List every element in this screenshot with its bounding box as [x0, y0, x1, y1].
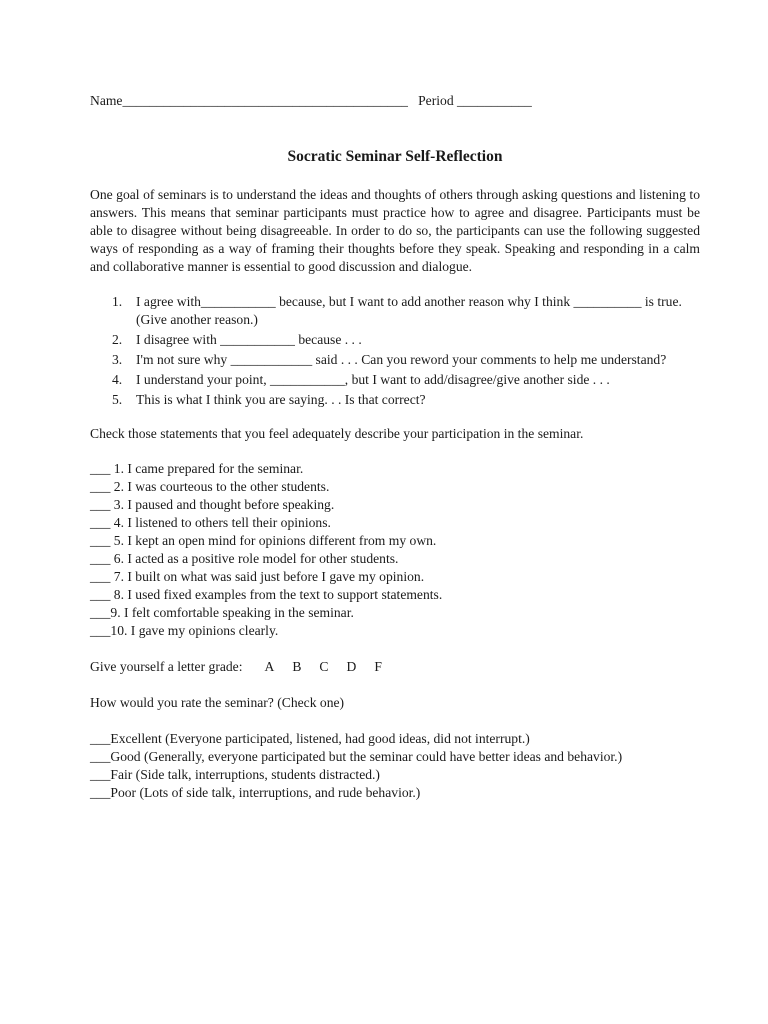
checklist-item: ___ 1. I came prepared for the seminar.: [90, 461, 304, 476]
response-number: 1.: [112, 294, 123, 309]
checklist-instructions: Check those statements that you feel adequately describe your participation in the seminar.: [90, 426, 584, 441]
grade-option-c: C: [319, 659, 329, 674]
response-number: 2.: [112, 332, 123, 347]
response-text: This is what I think you are saying. . . Is that correct?: [136, 392, 426, 407]
seminar-rating-question: How would you rate the seminar? (Check one): [90, 695, 345, 710]
checklist-item: ___ 6. I acted as a positive role model for other students.: [90, 551, 399, 566]
response-number: 3.: [112, 352, 123, 367]
rating-option-excellent: ___Excellent (Everyone participated, listened, had good ideas, did not interrupt.): [90, 731, 530, 746]
worksheet-page: [90, 92, 700, 802]
rating-option-fair: ___Fair (Side talk, interruptions, students distracted.): [90, 767, 380, 782]
page-title: Socratic Seminar Self-Reflection: [287, 148, 503, 165]
grade-option-f: F: [374, 659, 382, 674]
participation-checklist: [90, 460, 700, 640]
response-number: 4.: [112, 372, 123, 387]
rating-option-good: ___Good (Generally, everyone participated but the seminar could have better ideas and behavior.): [90, 749, 623, 764]
response-stem: [90, 293, 700, 329]
letter-grade-line: [90, 658, 700, 676]
response-stem: [90, 391, 700, 409]
response-stem: [90, 371, 700, 389]
intro-paragraph: One goal of seminars is to understand the ideas and thoughts of others through asking questions and listening to answers. This means that seminar participants must practice how to agree and disagree. Participants must be able to disagree without being disagreeable. In order to do so, the participants can use the following suggested ways of responding as a way of framing their thoughts before they speak. Speaking and responding in a calm and collaborative manner is essential to good discussion and dialogue.: [90, 187, 700, 274]
checklist-item: ___ 4. I listened to others tell their opinions.: [90, 515, 331, 530]
checklist-item: ___ 5. I kept an open mind for opinions different from my own.: [90, 533, 437, 548]
checklist-item: ___ 2. I was courteous to the other students.: [90, 479, 330, 494]
response-stem: [90, 331, 700, 349]
checklist-item: ___9. I felt comfortable speaking in the seminar.: [90, 605, 354, 620]
checklist-item: ___ 3. I paused and thought before speaking.: [90, 497, 335, 512]
checklist-item: ___ 8. I used fixed examples from the text to support statements.: [90, 587, 443, 602]
rating-option-poor: ___Poor (Lots of side talk, interruptions, and rude behavior.): [90, 785, 421, 800]
checklist-item: ___ 7. I built on what was said just before I gave my opinion.: [90, 569, 425, 584]
response-number: 5.: [112, 392, 123, 407]
response-stems-list: [90, 293, 700, 409]
response-text: I understand your point, ___________, but I want to add/disagree/give another side . . .: [136, 372, 610, 387]
response-text: I disagree with ___________ because . . .: [136, 332, 362, 347]
seminar-rating-options: [90, 730, 700, 802]
response-stem: [90, 351, 700, 369]
grade-option-a: A: [264, 659, 275, 674]
grade-option-d: D: [346, 659, 357, 674]
checklist-item: ___10. I gave my opinions clearly.: [90, 623, 279, 638]
response-text: I'm not sure why ____________ said . . . Can you reword your comments to help me understand?: [136, 352, 667, 367]
response-text: I agree with___________ because, but I want to add another reason why I think __________ is true. (Give another reason.): [136, 294, 682, 327]
letter-grade-label: Give yourself a letter grade:: [90, 659, 243, 674]
grade-option-b: B: [292, 659, 302, 674]
name-period-line: Name__________________________________________ Period ___________: [90, 93, 532, 108]
